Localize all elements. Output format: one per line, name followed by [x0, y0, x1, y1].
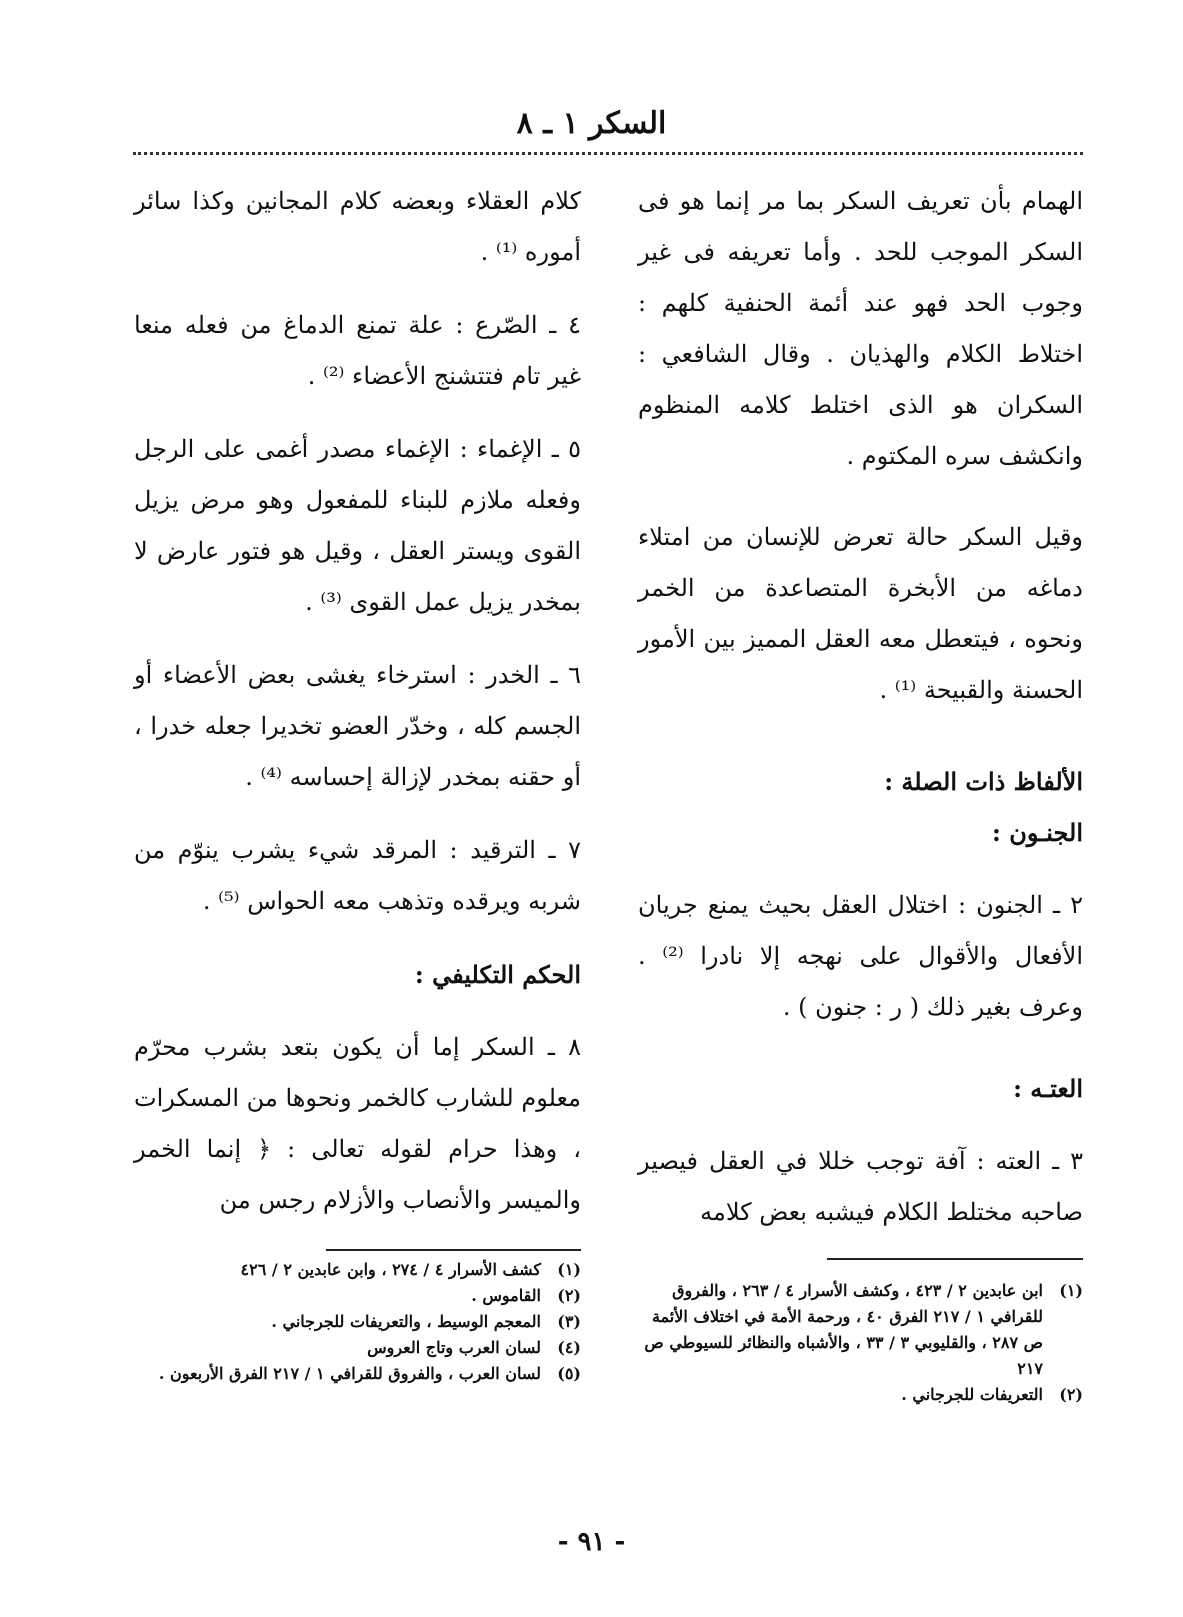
left-text-column: [134, 176, 581, 1226]
paragraph-intoxication-definition: الهمام بأن تعريف السكر بما مر إنما هو فى السكر الموجب للحد . وأما تعريفه فى غير وجوب الحد فهو عند أئمة الحنفية كلهم : اختلاط الكلام والهذيان . وقال الشافعي : السكران هو الذى اختلط كلامه المنظوم وانكشف سره المكتوم .: [638, 187, 1083, 470]
footnote-number: (٢): [557, 1286, 581, 1305]
paragraph-numbness: ٦ ـ الخدر : استرخاء يغشى بعض الأعضاء أو الجسم كله ، وخدّر العضو تخديرا جعله خدرا ، أو حقنه بمخدر لإزالة إحساسه ⁽⁴⁾ .: [134, 661, 581, 791]
paragraph-sedation: ٧ ـ الترقيد : المرقد شيء يشرب ينوّم من شربه ويرقده وتذهب معه الحواس ⁽⁵⁾ .: [134, 836, 581, 915]
footnote-number: (٢): [1059, 1385, 1083, 1404]
running-header-title: السكر ١ ـ ٨: [516, 106, 667, 141]
footnote-text: التعريفات للجرجاني .: [901, 1385, 1043, 1404]
paragraph-dementia: ٣ ـ العته : آفة توجب خللا في العقل فيصير صاحبه مختلط الكلام فيشبه بعض كلامه: [638, 1147, 1083, 1226]
paragraph-madness: ٢ ـ الجنون : اختلال العقل بحيث يمنع جريان الأفعال والأقوال على نهجه إلا نادرا ⁽²⁾ . وعرف بغير ذلك ( ر : جنون ) .: [638, 891, 1083, 1021]
footnote-text: كشف الأسرار ٤ / ٢٧٤ ، وابن عابدين ٢ / ٤٢٦: [240, 1260, 541, 1279]
footnote-item: [134, 1283, 581, 1309]
footnote-item: [134, 1257, 581, 1283]
heading-related-terms: الألفاظ ذات الصلة :: [884, 767, 1083, 796]
footnote-item: [638, 1278, 1083, 1382]
footnote-text: لسان العرب ، والفروق للقرافي ١ / ٢١٧ الفرق الأربعون .: [158, 1364, 541, 1383]
footnote-text: ابن عابدين ٢ / ٤٢٣ ، وكشف الأسرار ٤ / ٢٦٣ ، والفروق للقرافي ١ / ٢١٧ الفرق ٤٠ ، ورحمة الأمة في اختلاف الأئمة ص ٢٨٧ ، والقليوبي ٣ / ٣٣ ، والأشباه والنظائر للسيوطي ص ٢١٧: [644, 1281, 1043, 1378]
footnote-number: (٣): [557, 1312, 581, 1331]
footnote-number: (١): [1059, 1281, 1083, 1300]
right-text-column: [638, 176, 1083, 1238]
footnote-text: لسان العرب وتاج العروس: [367, 1338, 541, 1357]
footnote-item: [134, 1309, 581, 1335]
footnote-number: (١): [557, 1260, 581, 1279]
footnote-divider-left: [326, 1249, 581, 1251]
footnotes-right: [638, 1278, 1083, 1408]
footnote-number: (٤): [557, 1338, 581, 1357]
heading-madness: الجنـون :: [992, 818, 1083, 847]
footnote-item: [134, 1335, 581, 1361]
heading-dementia: العتـه :: [1013, 1074, 1083, 1103]
footnote-text: المعجم الوسيط ، والتعريفات للجرجاني .: [271, 1312, 541, 1331]
paragraph-dementia-continued: كلام العقلاء وبعضه كلام المجانين وكذا سائر أموره ⁽¹⁾ .: [134, 187, 581, 266]
heading-legal-ruling: الحكم التكليفي :: [414, 960, 581, 989]
paragraph-intoxication-alt-definition: وقيل السكر حالة تعرض للإنسان من امتلاء دماغه من الأبخرة المتصاعدة من الخمر ونحوه ، فيتعطل معه العقل المميز بين الأمور الحسنة والقبيحة ⁽¹⁾ .: [638, 523, 1083, 704]
header-dotted-divider: [133, 152, 1083, 155]
footnote-text: القاموس .: [471, 1286, 541, 1305]
page-number: - ٩١ -: [557, 1527, 626, 1557]
paragraph-fainting: ٥ ـ الإغماء : الإغماء مصدر أغمى على الرجل وفعله ملازم للبناء للمفعول وهو مرض يزيل القوى ويستر العقل ، وقيل هو فتور عارض لا بمخدر يزيل عمل القوى ⁽³⁾ .: [134, 435, 581, 616]
footnote-item: [638, 1382, 1083, 1408]
footnote-number: (٥): [557, 1364, 581, 1383]
paragraph-epilepsy: ٤ ـ الصّرع : علة تمنع الدماغ من فعله منعا غير تام فتتشنج الأعضاء ⁽²⁾ .: [134, 311, 581, 390]
footnotes-left: [134, 1257, 581, 1387]
footnote-item: [134, 1361, 581, 1387]
footnote-divider-right: [827, 1258, 1083, 1260]
paragraph-legal-ruling: ٨ ـ السكر إما أن يكون بتعد بشرب محرّم معلوم للشارب كالخمر ونحوها من المسكرات ، وهذا حرام لقوله تعالى : ﴿ إنما الخمر والميسر والأنصاب والأزلام رجس من: [134, 1033, 581, 1214]
